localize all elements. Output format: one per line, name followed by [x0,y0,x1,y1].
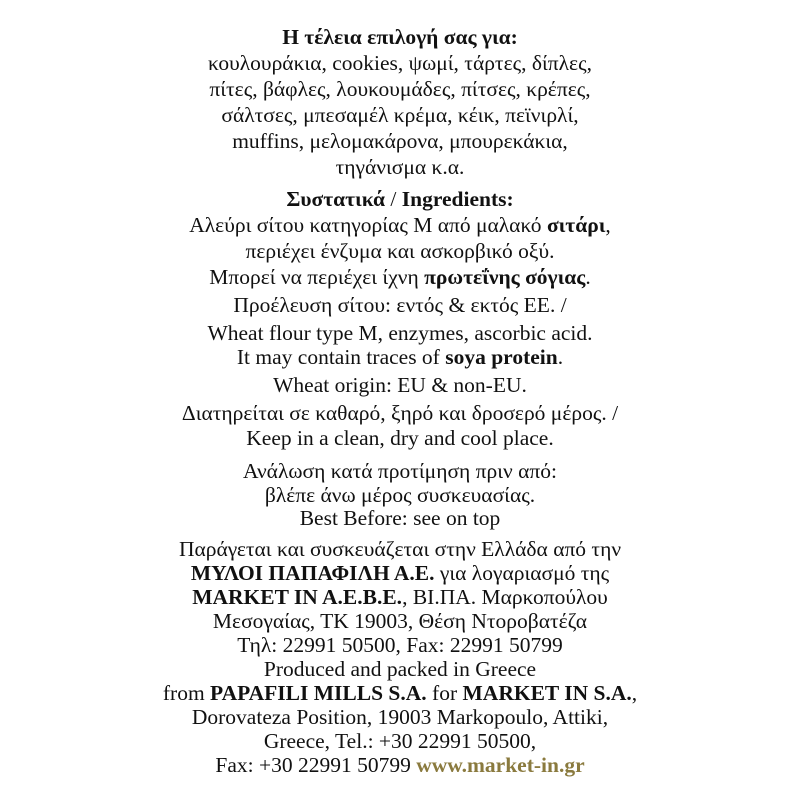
storage-gr: Διατηρείται σε καθαρό, ξηρό και δροσερό μέρος. / [181,401,619,425]
uses-line-3: σάλτσες, μπεσαμέλ κρέμα, κέικ, πεϊνιρλί, [221,103,579,127]
ingredients-heading-gr: Συστατικά [286,187,386,211]
ingredients-gr-line-3-text: Μπορεί να περιέχει ίχνη [209,265,425,289]
allergen-wheat-gr: σιτάρι [546,213,606,237]
allergen-soya-en: soya protein [445,345,558,369]
ingredients-en-line-2-text: It may contain traces of [236,345,446,369]
best-before-en: Best Before: see on top [299,506,501,530]
best-before-gr-line-2: βλέπε άνω μέρος συσκευασίας. [264,483,536,507]
producer-gr-line-4: Μεσογαίας, ΤΚ 19003, Θέση Ντοροβατέζα [212,609,588,633]
ingredients-heading-en: Ingredients: [401,187,514,211]
producer-gr-line-2-text: για λογαριασμό της [434,561,610,585]
website-link[interactable]: www.market-in.gr [416,753,585,777]
producer-gr-line-2 [0,560,800,586]
producer-en-line-5 [0,752,800,778]
producer-gr-line-1: Παράγεται και συσκευάζεται στην Ελλάδα από την [178,537,622,561]
producer-en-line-2-text: from [162,681,211,705]
ingredients-heading [0,186,800,212]
producer-en-line-2-end: , [631,681,638,705]
ingredients-en-line-2 [0,344,800,370]
ingredients-gr-line-1-text: Αλεύρι σίτου κατηγορίας Μ από μαλακό [189,213,547,237]
producer-en-line-2 [0,680,800,706]
best-before-gr-line-1: Ανάλωση κατά προτίμηση πριν από: [243,459,557,483]
producer-en-line-2-mid: for [426,681,463,705]
client-name-gr: MARKET IN A.E.B.E. [192,585,403,609]
ingredients-gr-line-2: περιέχει ένζυμα και ασκορβικό οξύ. [245,239,555,263]
uses-heading: Η τέλεια επιλογή σας για: [282,25,518,49]
producer-en-line-3: Dorovateza Position, 19003 Markopoulo, Attiki, [191,705,609,729]
storage-en: Keep in a clean, dry and cool place. [246,426,554,450]
producer-gr-line-3-text: , ΒΙ.ΠΑ. Μαρκοπούλου [402,585,608,609]
producer-name-gr: ΜΥΛΟΙ ΠΑΠΑΦΙΛΗ Α.Ε. [190,561,435,585]
ingredients-en-line-2-end: . [557,345,564,369]
origin-en: Wheat origin: EU & non-EU. [273,373,527,397]
producer-name-en: PAPAFILI MILLS S.A. [210,681,427,705]
ingredients-heading-sep: / [385,187,402,211]
uses-line-1: κουλουράκια, cookies, ψωμί, τάρτες, δίπλες, [208,51,592,75]
ingredients-gr-line-1-end: , [605,213,611,237]
producer-en-line-1: Produced and packed in Greece [263,657,537,681]
client-name-en: MARKET IN S.A. [462,681,632,705]
uses-line-2: πίτες, βάφλες, λουκουμάδες, πίτσες, κρέπες, [209,77,591,101]
uses-line-5: τηγάνισμα κ.α. [335,155,465,179]
origin-gr: Προέλευση σίτου: εντός & εκτός ΕΕ. / [233,293,567,317]
ingredients-gr-line-3 [0,264,800,290]
producer-gr-line-3 [0,584,800,610]
uses-line-4: muffins, μελομακάρονα, μπουρεκάκια, [232,129,568,153]
ingredients-gr-line-3-end: . [585,265,591,289]
producer-gr-line-5: Τηλ: 22991 50500, Fax: 22991 50799 [237,633,563,657]
fax-en: Fax: +30 22991 50799 [215,753,417,777]
ingredients-en-line-1: Wheat flour type M, enzymes, ascorbic acid. [207,321,593,345]
producer-en-line-4: Greece, Tel.: +30 22991 50500, [263,729,537,753]
allergen-soya-gr: πρωτεΐνης σόγιας [424,265,586,289]
ingredients-gr-line-1 [0,212,800,238]
